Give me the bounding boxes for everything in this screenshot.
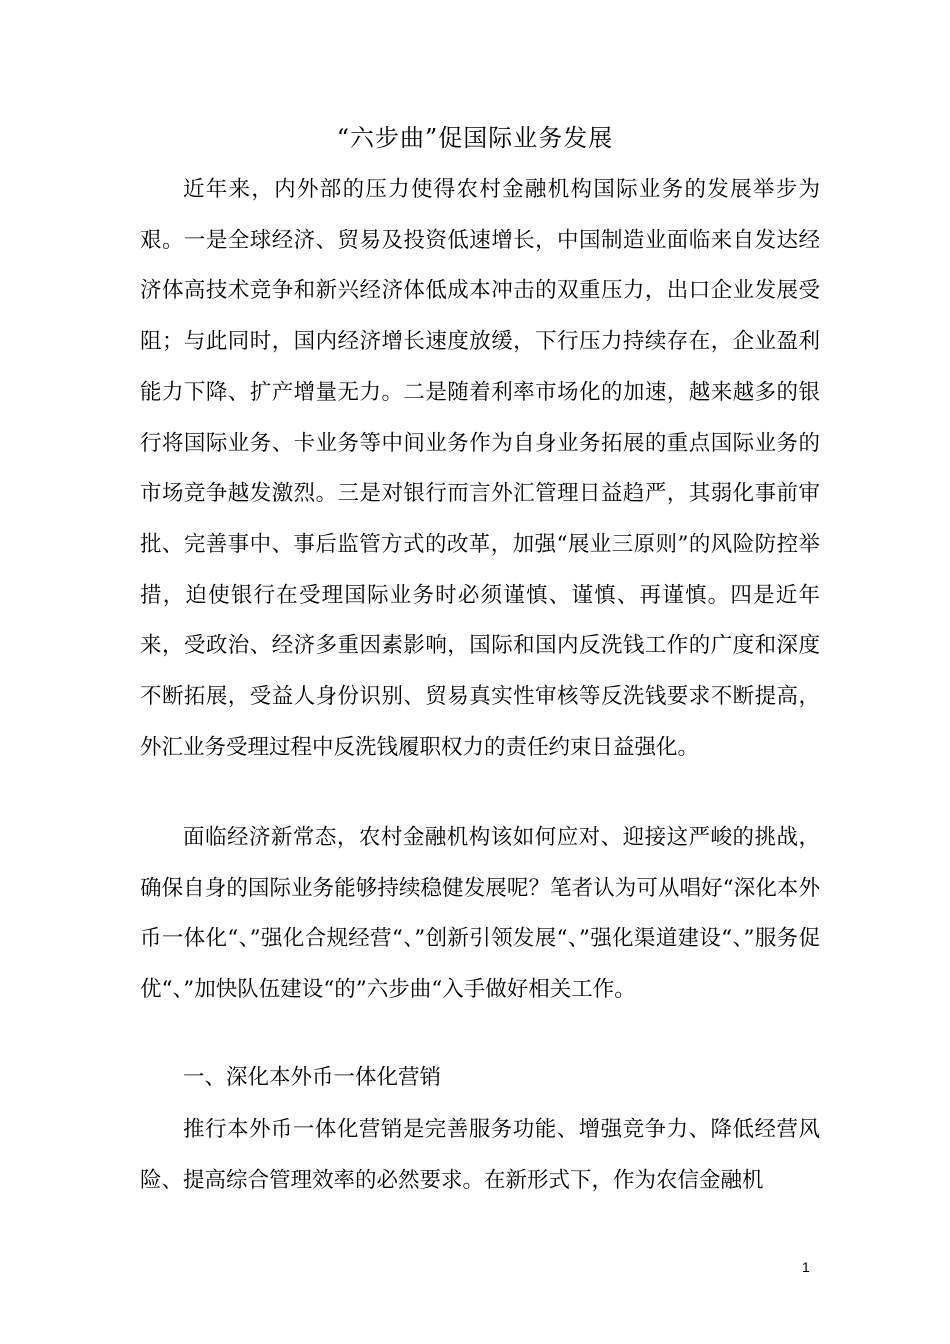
document-title: “六步曲”促国际业务发展	[336, 124, 614, 152]
page-number: 1	[802, 1259, 810, 1275]
body-paragraph-2: 面临经济新常态，农村金融机构该如何应对、迎接这严峻的挑战，确保自身的国际业务能够持续稳健发展呢？笔者认为可从唱好“深化本外币一体化“、”强化合规经营“、”创新引领发展“、”强化渠道建设“、”服务促优“、”加快队伍建设“的”六步曲“入手做好相关工作。	[140, 825, 820, 1003]
section-heading-1: 一、深化本外币一体化营销	[183, 1065, 442, 1090]
body-paragraph-3: 推行本外币一体化营销是完善服务功能、增强竞争力、降低经营风险、提高综合管理效率的必然要求。在新形式下，作为农信金融机	[140, 1117, 820, 1193]
body-paragraph-1: 近年来，内外部的压力使得农村金融机构国际业务的发展举步为艰。一是全球经济、贸易及投资低速增长，中国制造业面临来自发达经济体高技术竞争和新兴经济体低成本冲击的双重压力，出口企业发展受阻；与此同时，国内经济增长速度放缓，下行压力持续存在，企业盈利能力下降、扩产增量无力。二是随着利率市场化的加速，越来越多的银行将国际业务、卡业务等中间业务作为自身业务拓展的重点国际业务的市场竞争越发激烈。三是对银行而言外汇管理日益趋严，其弱化事前审批、完善事中、事后监管方式的改革，加强“展业三原则”的风险防控举措，迫使银行在受理国际业务时必须谨慎、谨慎、再谨慎。四是近年来，受政治、经济多重因素影响，国际和国内反洗钱工作的广度和深度不断拓展，受益人身份识别、贸易真实性审核等反洗钱要求不断提高，外汇业务受理过程中反洗钱履职权力的责任约束日益强化。	[140, 177, 820, 760]
